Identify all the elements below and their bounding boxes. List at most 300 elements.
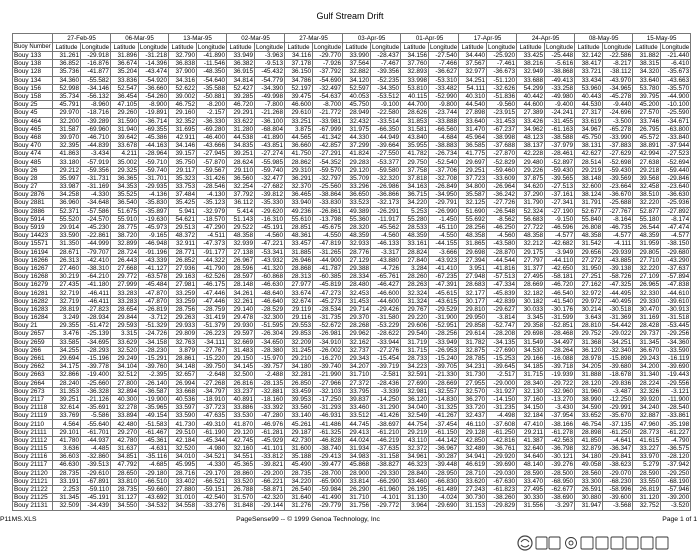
latitude-cell: 3.875 [285, 125, 313, 133]
longitude-cell: -31.518 [661, 314, 691, 322]
latitude-cell: 3.284 [401, 264, 429, 272]
longitude-cell: -37.135 [603, 420, 633, 428]
latitude-cell: 34.156 [401, 52, 429, 60]
latitude-cell: 32.719 [53, 289, 81, 297]
longitude-cell: -32.960 [545, 387, 575, 395]
longitude-cell: -41.787 [313, 264, 343, 272]
buoy-number-cell: Bouy 2117 [13, 395, 53, 403]
latitude-cell: 32.933 [343, 240, 371, 248]
latitude-cell: 46.630 [53, 461, 81, 469]
longitude-cell: -41.890 [197, 52, 227, 60]
latitude-cell: 33.640 [633, 76, 661, 84]
table-row [13, 125, 691, 133]
latitude-cell: 27.570 [633, 109, 661, 117]
longitude-cell: -47.819 [313, 240, 343, 248]
longitude-cell: -28.669 [429, 379, 459, 387]
latitude-cell: 40.442 [517, 92, 545, 100]
latitude-cell: 28.428 [633, 322, 661, 330]
longitude-cell: -46.250 [487, 223, 517, 231]
latitude-cell: 29.844 [111, 314, 139, 322]
longitude-cell: -46.630 [255, 281, 285, 289]
longitude-cell: -3.297 [545, 502, 575, 510]
latitude-cell: 33.460 [401, 477, 429, 485]
latitude-cell: 32.130 [517, 387, 545, 395]
latitude-cell: 31.695 [169, 125, 197, 133]
longitude-cell: -34.910 [313, 338, 343, 346]
longitude-cell: -59.440 [661, 166, 691, 174]
longitude-cell: -15.240 [429, 354, 459, 362]
longitude-cell: -26.849 [429, 183, 459, 191]
latitude-cell: 33.940 [285, 199, 313, 207]
longitude-cell: -30.287 [429, 453, 459, 461]
sheet-title: Gulf Stream Drift [316, 11, 384, 21]
longitude-cell: -39.513 [81, 461, 111, 469]
latitude-cell: 32.600 [575, 183, 603, 191]
longitude-cell: -29.529 [429, 305, 459, 313]
date-header: 24-Apr-95 [517, 34, 575, 43]
latitude-cell: 55.520 [53, 215, 81, 223]
latitude-cell: 27.243 [459, 485, 487, 493]
latitude-cell: 55.360 [343, 215, 371, 223]
longitude-cell: -19.400 [81, 371, 111, 379]
longitude-cell: -45.278 [603, 92, 633, 100]
latitude-cell: 33.140 [285, 412, 313, 420]
longitude-cell: -7.926 [313, 60, 343, 68]
latitude-cell: 37.900 [169, 68, 197, 76]
latitude-cell: 38.990 [575, 395, 603, 403]
latitude-cell: 33.251 [285, 117, 313, 125]
latitude-cell: 49.389 [343, 207, 371, 215]
latitude-cell: 3.964 [401, 502, 429, 510]
latitude-cell: 35.734 [53, 92, 81, 100]
latitude-cell: 26.195 [401, 485, 429, 493]
longitude-cell: -37.792 [313, 68, 343, 76]
latitude-cell: 34.800 [459, 183, 487, 191]
buoy-number-cell: Bouy 25 [13, 101, 53, 109]
latitude-cell: 48.359 [633, 232, 661, 240]
longitude-cell: -18.716 [81, 109, 111, 117]
longitude-cell: -53.377 [371, 158, 401, 166]
longitude-cell: -45.230 [81, 223, 111, 231]
latitude-cell: 28.148 [227, 281, 255, 289]
longitude-cell: -54.690 [313, 76, 343, 84]
buoy-number-cell: Bouy 2663 [13, 371, 53, 379]
latitude-cell: 32.489 [459, 445, 487, 453]
longitude-cell: -31.265 [313, 248, 343, 256]
latitude-cell: 36.660 [285, 142, 313, 150]
latitude-cell: 29.343 [343, 354, 371, 362]
latitude-cell: 31.885 [285, 248, 313, 256]
longitude-cell: -9.150 [545, 215, 575, 223]
longitude-cell: -4.101 [371, 494, 401, 502]
latitude-cell: 34.353 [111, 183, 139, 191]
latitude-cell: 51.675 [111, 207, 139, 215]
longitude-cell: -3.568 [603, 502, 633, 510]
latitude-cell: 52.427 [227, 84, 255, 92]
longitude-cell: -44.900 [661, 92, 691, 100]
corner-blank [13, 34, 53, 43]
longitude-cell: -68.230 [603, 477, 633, 485]
longitude-cell: -39.477 [313, 461, 343, 469]
latitude-cell: 26.313 [53, 256, 81, 264]
latitude-cell: 27.840 [401, 256, 429, 264]
longitude-cell: -35.570 [661, 84, 691, 92]
buoy-number-cell: Bouy 21117 [13, 461, 53, 469]
longitude-cell: -32.320 [371, 174, 401, 182]
longitude-cell: -27.823 [81, 305, 111, 313]
latitude-header: Latitude [459, 43, 487, 52]
latitude-cell: 29.120 [343, 166, 371, 174]
buoy-number-cell: Bouy 468 [13, 133, 53, 141]
latitude-cell: 29.219 [575, 166, 603, 174]
latitude-cell: 39.795 [633, 92, 661, 100]
latitude-cell: 42.730 [285, 436, 313, 444]
longitude-cell: -32.881 [255, 387, 285, 395]
longitude-cell: -39.200 [661, 494, 691, 502]
latitude-cell: 35.955 [401, 142, 429, 150]
latitude-cell: 32.879 [575, 445, 603, 453]
latitude-cell: 42.745 [227, 436, 255, 444]
longitude-cell: -48.640 [255, 289, 285, 297]
longitude-cell: -27.523 [661, 150, 691, 158]
buoy-number-cell: Bouy 485 [13, 158, 53, 166]
latitude-cell: 26.852 [169, 256, 197, 264]
longitude-cell: -47.273 [313, 289, 343, 297]
longitude-cell: -36.347 [603, 445, 633, 453]
table-row [13, 354, 691, 362]
latitude-cell: 28.710 [459, 469, 487, 477]
buoy-number-cell: Bouy 2886 [13, 207, 53, 215]
buoy-number-cell: Bouy 28 [13, 174, 53, 182]
latitude-cell: 37.758 [401, 166, 429, 174]
longitude-cell: -39.778 [81, 363, 111, 371]
longitude-cell: -25.688 [603, 199, 633, 207]
latitude-cell: 46.752 [169, 101, 197, 109]
longitude-cell: -67.235 [429, 273, 459, 281]
longitude-cell: -61.190 [197, 428, 227, 436]
latitude-cell: 29.101 [53, 428, 81, 436]
latitude-cell: 33.512 [343, 412, 371, 420]
latitude-cell: 32.893 [401, 68, 429, 76]
longitude-cell: -41.180 [81, 281, 111, 289]
latitude-cell: 39.251 [227, 150, 255, 158]
latitude-cell: 32.549 [401, 412, 429, 420]
latitude-cell: 32.212 [517, 240, 545, 248]
longitude-cell: -37.942 [661, 461, 691, 469]
latitude-cell: 36.270 [459, 395, 487, 403]
latitude-cell: 34.551 [227, 453, 255, 461]
latitude-cell: 48.372 [169, 232, 197, 240]
latitude-cell: 32.370 [285, 183, 313, 191]
longitude-cell: -46.600 [371, 289, 401, 297]
latitude-cell: 29.614 [459, 330, 487, 338]
longitude-cell: -34.251 [603, 338, 633, 346]
table-row [13, 485, 691, 493]
longitude-cell: -58.996 [603, 485, 633, 493]
longitude-cell: -4.726 [371, 264, 401, 272]
latitude-cell: 28.590 [633, 469, 661, 477]
latitude-cell: 27.800 [111, 379, 139, 387]
longitude-cell: -28.135 [255, 379, 285, 387]
longitude-cell: -29.770 [313, 52, 343, 60]
latitude-cell: 34.205 [575, 363, 603, 371]
table-row [13, 248, 691, 256]
longitude-cell: -52.672 [313, 322, 343, 330]
longitude-cell: -8.960 [81, 101, 111, 109]
longitude-cell: -34.146 [81, 84, 111, 92]
longitude-cell: -59.984 [313, 485, 343, 493]
buoy-drift-table [12, 33, 691, 511]
longitude-cell: -7.466 [429, 60, 459, 68]
longitude-cell: -79.707 [81, 248, 111, 256]
longitude-cell: -28.468 [545, 330, 575, 338]
latitude-cell: 35.323 [169, 174, 197, 182]
latitude-cell: 32.591 [401, 371, 429, 379]
longitude-cell: -23.640 [661, 183, 691, 191]
longitude-cell: -14.830 [429, 395, 459, 403]
latitude-cell: 31.756 [343, 502, 371, 510]
longitude-cell: -8.174 [661, 215, 691, 223]
latitude-cell: 27.936 [169, 264, 197, 272]
longitude-cell: -32.477 [255, 174, 285, 182]
longitude-cell: -8.900 [139, 101, 169, 109]
latitude-cell: 48.358 [575, 232, 603, 240]
longitude-cell: -31.169 [81, 183, 111, 191]
buoy-number-cell: Bouy 21112 [13, 436, 53, 444]
longitude-cell: -42.540 [197, 494, 227, 502]
longitude-header: Longitude [139, 43, 168, 51]
latitude-cell: 34.320 [633, 68, 661, 76]
longitude-cell: -4.684 [429, 133, 459, 141]
latitude-cell: 28.785 [459, 354, 487, 362]
latitude-cell: 32.674 [285, 297, 313, 305]
latitude-cell: 33.459 [285, 387, 313, 395]
latitude-cell: 39.568 [633, 174, 661, 182]
longitude-cell: -55.985 [255, 158, 285, 166]
longitude-cell: -59.660 [139, 485, 169, 493]
longitude-cell: -26.964 [487, 183, 517, 191]
latitude-cell: 33.426 [517, 117, 545, 125]
longitude-cell: -61.325 [313, 428, 343, 436]
latitude-cell: 32.177 [459, 289, 487, 297]
longitude-cell: -51.583 [139, 420, 169, 428]
latitude-cell: 29.243 [633, 354, 661, 362]
longitude-cell: -39.664 [371, 142, 401, 150]
latitude-cell: 52.371 [53, 207, 81, 215]
latitude-cell: 35.425 [169, 199, 197, 207]
latitude-cell: 34.851 [111, 453, 139, 461]
longitude-cell: -9.800 [429, 101, 459, 109]
longitude-cell: -59.151 [197, 485, 227, 493]
latitude-cell: 29.714 [343, 305, 371, 313]
latitude-cell: 33.814 [343, 477, 371, 485]
latitude-cell: 26.816 [227, 379, 255, 387]
latitude-cell: 31.896 [111, 52, 139, 60]
longitude-cell: -37.161 [545, 191, 575, 199]
longitude-cell: -29.556 [661, 379, 691, 387]
longitude-cell: -44.610 [661, 289, 691, 297]
latitude-cell: 29.117 [169, 166, 197, 174]
latitude-cell: 29.211 [517, 428, 545, 436]
longitude-cell: -28.964 [139, 150, 169, 158]
longitude-cell: -21.268 [255, 109, 285, 117]
table-row [13, 232, 691, 240]
latitude-cell: 37.567 [459, 60, 487, 68]
longitude-cell: -51.836 [487, 92, 517, 100]
longitude-cell: -16.119 [661, 354, 691, 362]
latitude-cell: 36.120 [401, 395, 429, 403]
longitude-cell: -21.440 [661, 52, 691, 60]
buoy-number-cell: Bouy 21115 [13, 445, 53, 453]
latitude-cell: 40.891 [227, 395, 255, 403]
longitude-cell: -41.490 [313, 494, 343, 502]
longitude-cell: -66.221 [255, 477, 285, 485]
longitude-cell: -3.317 [371, 248, 401, 256]
longitude-cell: -34.111 [197, 338, 227, 346]
latitude-cell: 31.353 [53, 387, 81, 395]
latitude-cell: 46.754 [575, 420, 603, 428]
longitude-cell: -37.608 [487, 420, 517, 428]
longitude-cell: -4.330 [197, 461, 227, 469]
longitude-cell: -43.666 [197, 142, 227, 150]
buoy-number-cell: Bouy 5914 [13, 215, 53, 223]
longitude-cell: -37.706 [429, 166, 459, 174]
latitude-cell: 29.656 [575, 248, 603, 256]
longitude-cell: -46.400 [197, 133, 227, 141]
longitude-cell: -6.410 [661, 60, 691, 68]
longitude-cell: -35.123 [197, 199, 227, 207]
latitude-cell: 29.218 [633, 166, 661, 174]
latitude-cell: 31.324 [401, 297, 429, 305]
longitude-cell: -37.635 [371, 445, 401, 453]
longitude-cell: -38.588 [545, 133, 575, 141]
longitude-cell: -15.970 [255, 354, 285, 362]
latitude-cell: 37.299 [343, 142, 371, 150]
latitude-cell: 27.394 [459, 256, 487, 264]
latitude-cell: 32.162 [343, 338, 371, 346]
latitude-cell: 29.330 [633, 297, 661, 305]
longitude-cell: -61.278 [545, 428, 575, 436]
latitude-cell: 32.160 [227, 445, 255, 453]
latitude-cell: 31.960 [575, 387, 603, 395]
buoy-number-cell: Bouy 21118 [13, 404, 53, 412]
latitude-cell: 29.263 [169, 314, 197, 322]
latitude-cell: 34.207 [343, 363, 371, 371]
latitude-cell: 31.600 [285, 445, 313, 453]
latitude-cell: 34.010 [169, 453, 197, 461]
latitude-cell: 32.278 [111, 404, 139, 412]
table-row [13, 215, 691, 223]
latitude-cell: 27.251 [575, 273, 603, 281]
longitude-cell: -45.273 [313, 297, 343, 305]
latitude-cell: 31.542 [575, 240, 603, 248]
latitude-cell: 33.640 [459, 117, 487, 125]
longitude-cell: -27.513 [545, 183, 575, 191]
latitude-cell: 46.619 [459, 461, 487, 469]
longitude-cell: -39.740 [313, 363, 343, 371]
longitude-cell: -28.208 [487, 330, 517, 338]
longitude-cell: -41.890 [255, 133, 285, 141]
latitude-cell: 32.512 [111, 371, 139, 379]
latitude-cell: 27.162 [575, 281, 603, 289]
latitude-cell: 32.254 [227, 183, 255, 191]
latitude-cell: 32.453 [343, 289, 371, 297]
longitude-cell: -2.581 [371, 371, 401, 379]
latitude-cell: 27.435 [53, 281, 81, 289]
table-row [13, 109, 691, 117]
buoy-number-cell: Bouy 2662 [13, 363, 53, 371]
latitude-cell: 28.735 [111, 485, 139, 493]
footer-filename: P11MS.XLS [0, 516, 37, 523]
latitude-cell: 27.495 [517, 485, 545, 493]
latitude-cell: 31.340 [633, 371, 661, 379]
longitude-cell: -46.175 [197, 281, 227, 289]
longitude-cell: -37.723 [197, 404, 227, 412]
latitude-cell: 34.550 [111, 502, 139, 510]
latitude-cell: 32.209 [285, 338, 313, 346]
latitude-cell: 48.358 [517, 232, 545, 240]
date-header: 08-May-95 [575, 34, 633, 43]
latitude-cell: 38.417 [575, 60, 603, 68]
longitude-cell: -39.690 [661, 363, 691, 371]
latitude-cell: 28.597 [227, 273, 255, 281]
longitude-cell: -47.325 [603, 281, 633, 289]
latitude-cell: 36.852 [53, 60, 81, 68]
latitude-cell: 36.915 [227, 68, 255, 76]
latitude-cell: 30.177 [459, 297, 487, 305]
longitude-cell: -25.560 [313, 183, 343, 191]
longitude-cell: -4.485 [81, 445, 111, 453]
latitude-cell: 47.792 [111, 461, 139, 469]
longitude-cell: -69.960 [81, 125, 111, 133]
latitude-cell: 39.642 [111, 133, 139, 141]
latitude-cell: 29.220 [401, 314, 429, 322]
longitude-cell: -41.410 [429, 264, 459, 272]
latitude-cell: 32.981 [401, 387, 429, 395]
latitude-cell: 36.670 [633, 346, 661, 354]
longitude-cell: -18.570 [197, 215, 227, 223]
latitude-cell: 29.610 [285, 109, 313, 117]
longitude-cell: -33.258 [545, 84, 575, 92]
longitude-cell: -29.772 [371, 502, 401, 510]
longitude-cell: -36.100 [255, 117, 285, 125]
longitude-cell: -18.910 [197, 395, 227, 403]
longitude-cell: -4.641 [603, 436, 633, 444]
latitude-cell: 28.334 [343, 273, 371, 281]
longitude-cell: -4.498 [487, 412, 517, 420]
table-row [13, 404, 691, 412]
longitude-cell: -49.154 [139, 412, 169, 420]
latitude-cell: 28.868 [285, 264, 313, 272]
longitude-cell: -35.670 [603, 412, 633, 420]
longitude-cell: -36.660 [139, 84, 169, 92]
latitude-cell: 29.752 [575, 330, 603, 338]
longitude-cell: -27.268 [197, 379, 227, 387]
longitude-cell: -19.891 [139, 109, 169, 117]
latitude-cell: 38.510 [633, 191, 661, 199]
longitude-cell: -5.616 [545, 60, 575, 68]
date-header: 02-Mar-95 [227, 34, 285, 43]
latitude-cell: 32.790 [169, 52, 197, 60]
latitude-cell: 41.387 [517, 436, 545, 444]
longitude-cell: -32.173 [371, 199, 401, 207]
latitude-cell: 45.261 [285, 420, 313, 428]
longitude-cell: -47.870 [139, 297, 169, 305]
longitude-cell: -34.648 [81, 199, 111, 207]
longitude-cell: -43.663 [661, 76, 691, 84]
latitude-cell: 33.590 [53, 232, 81, 240]
latitude-cell: 33.620 [459, 477, 487, 485]
